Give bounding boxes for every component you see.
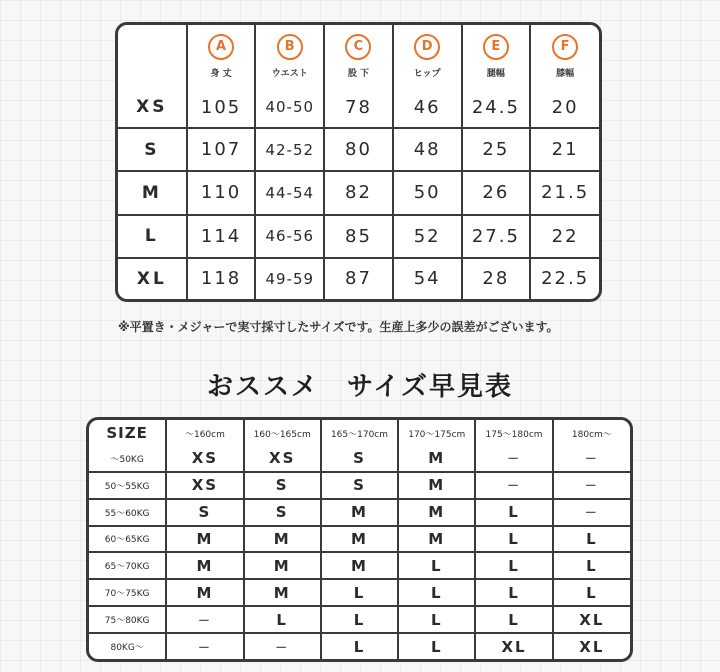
- recommended-size: −: [166, 606, 243, 633]
- col-head-e: [462, 25, 531, 87]
- measurement-value: 87: [324, 258, 393, 299]
- height-header: 165〜170cm: [321, 420, 398, 446]
- recommended-size: L: [398, 606, 475, 633]
- measurement-row: [118, 258, 599, 299]
- recommended-size: S: [321, 472, 398, 499]
- recommended-size: −: [475, 472, 552, 499]
- size-label: XL: [118, 258, 187, 299]
- recommended-size: S: [321, 446, 398, 472]
- measurement-row: [118, 128, 599, 171]
- size-header: SIZE: [89, 420, 166, 446]
- recommended-size: −: [475, 446, 552, 472]
- measurement-value: 21.5: [530, 171, 599, 214]
- size-label: L: [118, 215, 187, 258]
- measurement-value: 22: [530, 215, 599, 258]
- weight-label: 60〜65KG: [89, 526, 166, 553]
- column-label: 膝幅: [556, 68, 575, 79]
- size-label: S: [118, 128, 187, 171]
- recommended-size: L: [321, 606, 398, 633]
- recommended-size: S: [166, 499, 243, 526]
- measurement-value: 118: [187, 258, 256, 299]
- recommended-size: M: [166, 552, 243, 579]
- height-header: 〜160cm: [166, 420, 243, 446]
- col-head-d: [393, 25, 462, 87]
- measurement-value: 44-54: [255, 171, 324, 214]
- recommended-size: S: [244, 499, 321, 526]
- measurement-value: 46: [393, 87, 462, 128]
- measurement-row: [118, 215, 599, 258]
- recommended-size: L: [398, 552, 475, 579]
- recommended-size: XL: [553, 606, 630, 633]
- recommended-size: XS: [244, 446, 321, 472]
- recommended-size: M: [321, 499, 398, 526]
- page-title: おススメ サイズ早見表: [207, 372, 513, 402]
- recommended-size: L: [321, 579, 398, 606]
- recommended-size: L: [398, 633, 475, 659]
- weight-label: 75〜80KG: [89, 606, 166, 633]
- recommend-row: [89, 552, 630, 579]
- recommended-size: L: [553, 552, 630, 579]
- recommend-row: [89, 606, 630, 633]
- col-head-b: [255, 25, 324, 87]
- measurement-value: 27.5: [462, 215, 531, 258]
- recommended-size: L: [475, 526, 552, 553]
- recommended-size: L: [244, 606, 321, 633]
- measurement-value: 22.5: [530, 258, 599, 299]
- recommended-size: L: [475, 552, 552, 579]
- measurement-value: 26: [462, 171, 531, 214]
- recommend-row: [89, 446, 630, 472]
- measurement-value: 114: [187, 215, 256, 258]
- recommend-row: [89, 526, 630, 553]
- recommended-size: L: [553, 526, 630, 553]
- measurement-value: 21: [530, 128, 599, 171]
- column-label: 股 下: [347, 68, 370, 79]
- column-label: ヒップ: [413, 68, 441, 79]
- column-label: 腿幅: [486, 68, 505, 79]
- recommend-row: [89, 472, 630, 499]
- recommend-size-table: [86, 417, 633, 662]
- weight-label: 80KG〜: [89, 633, 166, 659]
- weight-label: 55〜60KG: [89, 499, 166, 526]
- col-head-c: [324, 25, 393, 87]
- recommended-size: −: [166, 633, 243, 659]
- recommended-size: M: [321, 552, 398, 579]
- recommended-size: M: [398, 499, 475, 526]
- recommended-size: M: [244, 579, 321, 606]
- col-head-a: [187, 25, 256, 87]
- measurement-value: 105: [187, 87, 256, 128]
- measurement-value: 82: [324, 171, 393, 214]
- column-label: 身 丈: [210, 68, 232, 79]
- size-label: M: [118, 171, 187, 214]
- recommended-size: M: [166, 579, 243, 606]
- recommended-size: −: [553, 446, 630, 472]
- measurement-value: 110: [187, 171, 256, 214]
- recommended-size: L: [553, 579, 630, 606]
- weight-label: 50〜55KG: [89, 472, 166, 499]
- recommended-size: −: [553, 472, 630, 499]
- letter-badge: B: [277, 34, 303, 60]
- recommended-size: M: [244, 526, 321, 553]
- measurement-value: 85: [324, 215, 393, 258]
- recommended-size: −: [553, 499, 630, 526]
- recommended-size: −: [244, 633, 321, 659]
- measurement-value: 50: [393, 171, 462, 214]
- recommended-size: M: [398, 446, 475, 472]
- height-header: 175〜180cm: [475, 420, 552, 446]
- measurement-table: [115, 22, 602, 302]
- measurement-note: ※平置き・メジャーで実寸採寸したサイズです。生産上多少の誤差がございます。: [118, 320, 559, 334]
- recommended-size: XL: [475, 633, 552, 659]
- corner-cell: [118, 25, 187, 87]
- recommend-row: [89, 579, 630, 606]
- recommended-size: M: [244, 552, 321, 579]
- recommended-size: XS: [166, 472, 243, 499]
- recommended-size: M: [321, 526, 398, 553]
- recommended-size: XS: [166, 446, 243, 472]
- size-label: XS: [118, 87, 187, 128]
- recommended-size: S: [244, 472, 321, 499]
- measurement-value: 20: [530, 87, 599, 128]
- height-header: 160〜165cm: [244, 420, 321, 446]
- col-head-f: [530, 25, 599, 87]
- recommended-size: L: [398, 579, 475, 606]
- recommend-header-row: [89, 420, 630, 446]
- letter-badge: D: [414, 34, 440, 60]
- measurement-value: 28: [462, 258, 531, 299]
- recommended-size: M: [398, 526, 475, 553]
- measurement-row: [118, 87, 599, 128]
- letter-badge: F: [552, 34, 578, 60]
- recommended-size: XL: [553, 633, 630, 659]
- measurement-header-row: [118, 25, 599, 87]
- letter-badge: A: [208, 34, 234, 60]
- letter-badge: C: [345, 34, 371, 60]
- measurement-value: 107: [187, 128, 256, 171]
- measurement-value: 40-50: [255, 87, 324, 128]
- column-label: ウエスト: [271, 68, 308, 79]
- letter-badge: E: [483, 34, 509, 60]
- recommend-row: [89, 499, 630, 526]
- height-header: 170〜175cm: [398, 420, 475, 446]
- weight-label: 〜50KG: [89, 446, 166, 472]
- measurement-value: 48: [393, 128, 462, 171]
- measurement-value: 46-56: [255, 215, 324, 258]
- measurement-value: 80: [324, 128, 393, 171]
- measurement-value: 42-52: [255, 128, 324, 171]
- measurement-value: 24.5: [462, 87, 531, 128]
- recommended-size: M: [166, 526, 243, 553]
- measurement-value: 54: [393, 258, 462, 299]
- recommend-row: [89, 633, 630, 659]
- measurement-value: 52: [393, 215, 462, 258]
- recommended-size: M: [398, 472, 475, 499]
- recommended-size: L: [475, 499, 552, 526]
- measurement-value: 78: [324, 87, 393, 128]
- height-header: 180cm〜: [553, 420, 630, 446]
- recommended-size: L: [475, 606, 552, 633]
- recommended-size: L: [321, 633, 398, 659]
- measurement-value: 49-59: [255, 258, 324, 299]
- measurement-value: 25: [462, 128, 531, 171]
- recommended-size: L: [475, 579, 552, 606]
- measurement-row: [118, 171, 599, 214]
- weight-label: 65〜70KG: [89, 552, 166, 579]
- weight-label: 70〜75KG: [89, 579, 166, 606]
